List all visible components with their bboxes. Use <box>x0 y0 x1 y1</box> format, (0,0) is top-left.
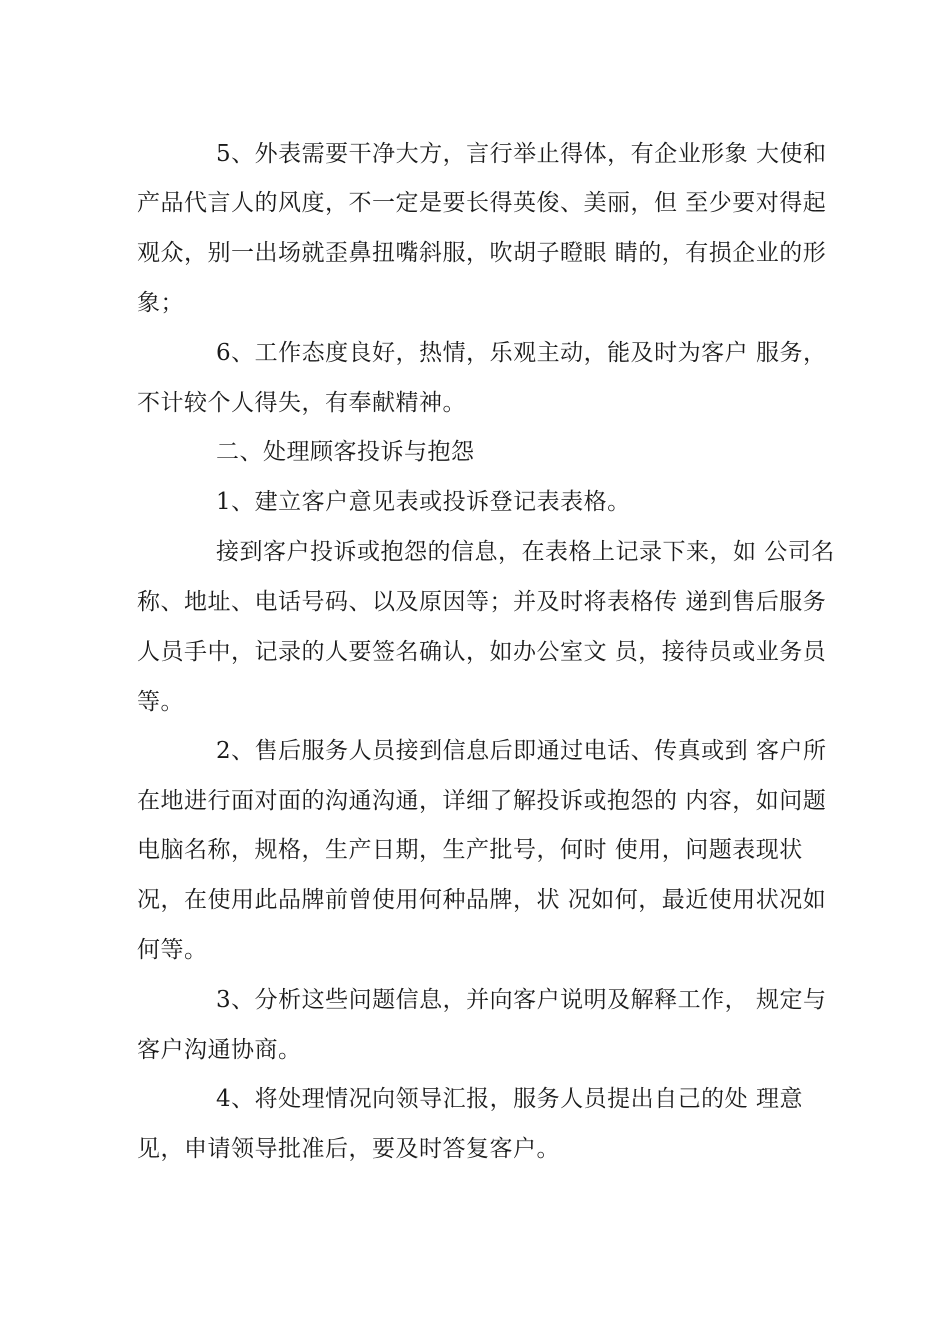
paragraph-step-2-line-3: 电脑名称，规格，生产日期，生产批号，何时 使用，问题表现状 <box>137 837 803 863</box>
paragraph-step-1-detail-line-4: 等。 <box>137 689 184 715</box>
paragraph-step-2-line-1: 2、售后服务人员接到信息后即通过电话、传真或到 客户所 <box>216 738 827 764</box>
paragraph-step-1-line-1: 1、建立客户意见表或投诉登记表表格。 <box>216 489 631 515</box>
paragraph-step-3-line-2: 客户沟通协商。 <box>137 1037 302 1063</box>
section-heading: 二、处理顾客投诉与抱怨 <box>216 439 475 465</box>
paragraph-step-3-line-1: 3、分析这些问题信息，并向客户说明及解释工作， 规定与 <box>216 987 827 1013</box>
paragraph-item-5-line-2: 产品代言人的风度，不一定是要长得英俊、美丽，但 至少要对得起 <box>137 190 827 216</box>
paragraph-step-2-line-2: 在地进行面对面的沟通沟通，详细了解投诉或抱怨的 内容，如问题 <box>137 788 827 814</box>
paragraph-step-2-line-5: 何等。 <box>137 937 208 963</box>
paragraph-item-5-line-1: 5、外表需要干净大方，言行举止得体，有企业形象 大使和 <box>216 141 827 167</box>
paragraph-item-5-line-4: 象； <box>137 290 184 316</box>
paragraph-step-1-detail-line-3: 人员手中，记录的人要签名确认，如办公室文 员，接待员或业务员 <box>137 639 827 665</box>
paragraph-step-1-detail-line-1: 接到客户投诉或抱怨的信息，在表格上记录下来，如 公司名 <box>216 539 835 565</box>
paragraph-step-4-line-1: 4、将处理情况向领导汇报，服务人员提出自己的处 理意 <box>216 1086 803 1112</box>
paragraph-item-6-line-2: 不计较个人得失，有奉献精神。 <box>137 390 466 416</box>
paragraph-item-5-line-3: 观众，别一出场就歪鼻扭嘴斜服，吹胡子瞪眼 睛的，有损企业的形 <box>137 240 827 266</box>
paragraph-item-6-line-1: 6、工作态度良好，热情，乐观主动，能及时为客户 服务， <box>216 340 827 366</box>
paragraph-step-2-line-4: 况，在使用此品牌前曾使用何种品牌，状 况如何，最近使用状况如 <box>137 887 827 913</box>
paragraph-step-1-detail-line-2: 称、地址、电话号码、以及原因等；并及时将表格传 递到售后服务 <box>137 589 827 615</box>
paragraph-step-4-line-2: 见，申请领导批准后，要及时答复客户。 <box>137 1136 560 1162</box>
